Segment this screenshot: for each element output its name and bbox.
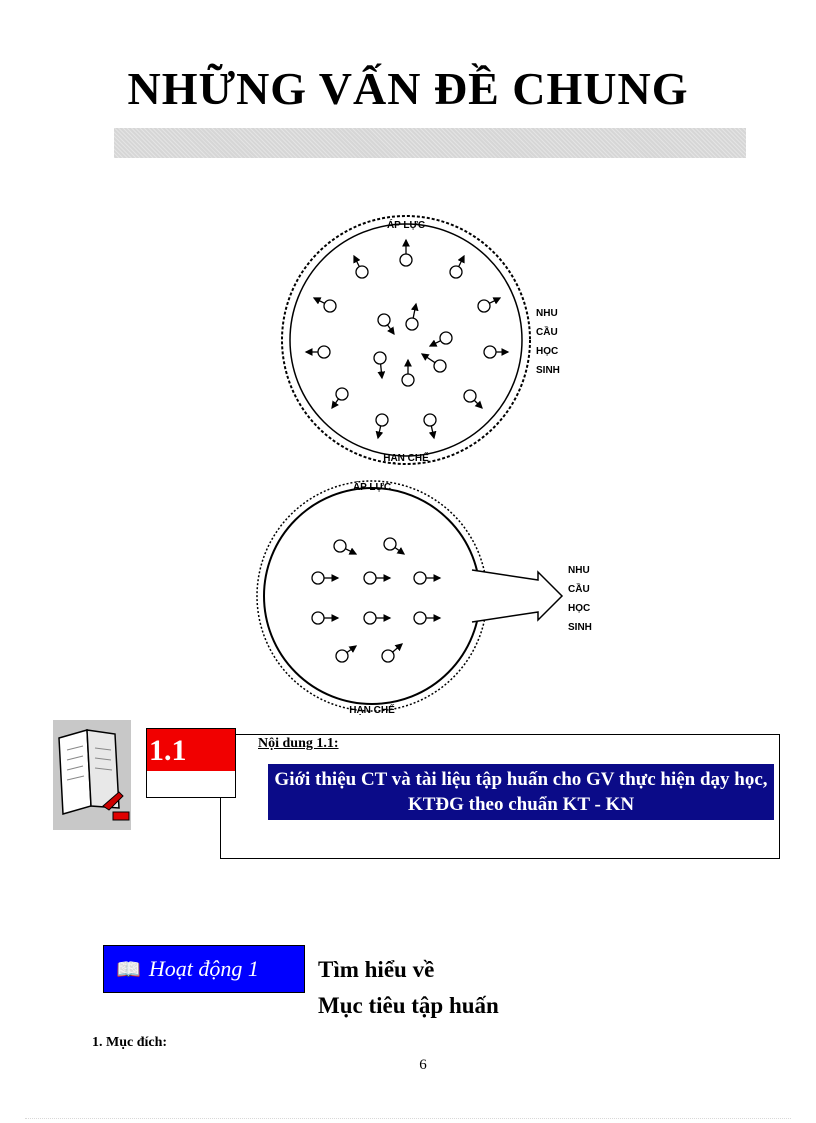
section-badge xyxy=(146,728,236,798)
label-sinh: SINH xyxy=(568,622,592,633)
particle-arrow xyxy=(332,399,339,408)
particle xyxy=(336,388,348,400)
label-hoc: HỌC xyxy=(536,346,559,357)
label-ap-luc: ÁP LỰC xyxy=(386,220,426,231)
particle xyxy=(450,266,462,278)
particle-arrow xyxy=(378,426,381,438)
diagram-directed xyxy=(257,480,592,716)
particle-arrow xyxy=(354,256,359,267)
particle-arrow xyxy=(459,256,464,267)
particle xyxy=(440,332,452,344)
page-title: NHỮNG VẤN ĐỀ CHUNG xyxy=(127,63,689,114)
activity-badge xyxy=(103,945,305,993)
label-cau: CẦU xyxy=(536,327,558,338)
label-han-che: HẠN CHẾ xyxy=(349,705,395,716)
particle-arrow xyxy=(431,426,434,438)
particle xyxy=(414,572,426,584)
particle xyxy=(464,390,476,402)
particle xyxy=(364,612,376,624)
activity-title-line2: Mục tiêu tập huấn xyxy=(318,993,499,1018)
section-description: Giới thiệu CT và tài liệu tập huấn cho GV thực hiện dạy học, KTĐG theo chuẩn KT - KN xyxy=(268,764,774,820)
particle-arrow xyxy=(387,325,394,334)
particle xyxy=(324,300,336,312)
particle xyxy=(334,540,346,552)
particle-arrow xyxy=(422,354,435,363)
activity-title xyxy=(318,952,499,1024)
particle xyxy=(424,414,436,426)
particle xyxy=(312,572,324,584)
particle-arrow xyxy=(413,304,416,318)
activity-badge-label: Hoạt động 1 xyxy=(148,956,259,981)
label-hoc: HỌC xyxy=(568,603,591,614)
page-number: 6 xyxy=(419,1057,427,1073)
label-cau: CẦU xyxy=(568,584,590,595)
particle-arrow xyxy=(430,341,441,346)
label-nhu: NHU xyxy=(536,308,558,319)
particle-arrow xyxy=(474,400,482,408)
particle-arrow xyxy=(489,298,500,303)
activity-title-line1: Tìm hiểu về xyxy=(318,957,435,982)
particle xyxy=(400,254,412,266)
particle xyxy=(312,612,324,624)
particle xyxy=(356,266,368,278)
diagram-scattered xyxy=(282,216,560,464)
particle xyxy=(376,414,388,426)
particle-arrow xyxy=(314,298,325,303)
particle xyxy=(402,374,414,386)
footer-divider xyxy=(25,1118,791,1119)
particle xyxy=(414,612,426,624)
particle xyxy=(318,346,330,358)
inner-circle xyxy=(264,488,480,704)
particle xyxy=(384,538,396,550)
particle-arrow xyxy=(395,547,404,554)
particle-arrow xyxy=(381,364,382,378)
label-han-che: HẠN CHẾ xyxy=(383,453,429,464)
label-ap-luc: ÁP LỰC xyxy=(352,482,392,493)
purpose-heading: 1. Mục đích: xyxy=(92,1035,168,1050)
big-arrow xyxy=(472,570,562,622)
particle xyxy=(484,346,496,358)
particle xyxy=(478,300,490,312)
particle xyxy=(364,572,376,584)
section-number: 1.1 xyxy=(147,729,235,771)
particle xyxy=(374,352,386,364)
book-icon: 📖 xyxy=(116,958,141,981)
particle xyxy=(406,318,418,330)
label-sinh: SINH xyxy=(536,365,560,376)
particle-arrow xyxy=(347,646,356,653)
particle xyxy=(336,650,348,662)
label-nhu: NHU xyxy=(568,565,590,576)
particle-arrow xyxy=(345,549,356,554)
outer-circle xyxy=(257,481,487,711)
particle xyxy=(434,360,446,372)
particle-arrow xyxy=(393,644,402,652)
open-book-icon xyxy=(53,720,131,830)
particle xyxy=(378,314,390,326)
particle xyxy=(382,650,394,662)
section-label: Nội dung 1.1: xyxy=(258,736,339,751)
